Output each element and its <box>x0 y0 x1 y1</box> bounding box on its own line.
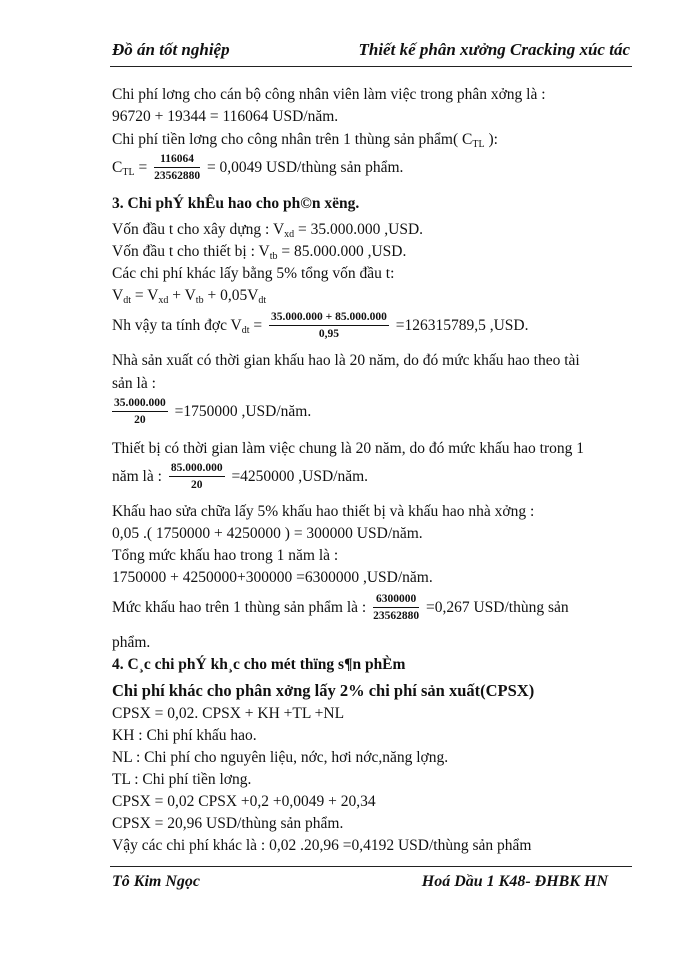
text-line: Tổng mức khấu hao trong 1 năm là : <box>112 547 339 564</box>
text-line: 1750000 + 4250000+300000 =6300000 ,USD/năm. <box>112 569 433 586</box>
section-heading: 3. Chi phÝ khÊu hao cho ph©n xëng. <box>112 195 360 212</box>
equation-line: Nh vậy ta tính đợc $V_{dt}$ = $\frac{35.000.000 + 85.000.000}{0,95}$ =126315789,5 ,USD. <box>112 311 529 341</box>
text-line: TL : Chi phí tiền lơng. <box>112 771 252 788</box>
fraction: $\frac{35.000.000 + 85.000.000}{0,95}$ <box>271 311 387 341</box>
fraction: $\frac{85.000.000}{20}$ <box>170 462 223 492</box>
equation-line: $C_{TL}$ = $\frac{116064}{23562880}$ = 0,0049 USD/thùng sản phẩm. <box>112 153 404 183</box>
equation-line: $V_{dt} = V_{xd} + V_{tb} + 0,05V_{dt}$ <box>112 287 267 306</box>
text-line: Vậy các chi phí khác là : 0,02 .20,96 =0,4192 USD/thùng sản phẩm <box>112 837 532 854</box>
footer-rule <box>110 866 632 867</box>
text-line: phẩm. <box>112 634 151 651</box>
fraction: $\frac{116064}{23562880}$ <box>154 153 201 183</box>
header-rule <box>110 66 632 67</box>
text-line: Nhà sản xuất có thời gian khấu hao là 20 năm, do đó mức khấu hao theo tài <box>112 352 580 369</box>
text-line: Vốn đầu t cho thiết bị : $V_{tb} = 85.000.000$ ,USD. <box>112 243 407 262</box>
equation-line: $\frac{35.000.000}{20}$ =1750000 ,USD/năm. <box>114 397 312 427</box>
header-right-title: Thiết kế phân xưởng Cracking xúc tác <box>358 40 630 59</box>
text-line: Chi phí lơng cho cán bộ công nhân viên làm việc trong phân xởng là : <box>112 86 546 103</box>
footer-class: Hoá Dầu 1 K48- ĐHBK HN <box>421 873 608 890</box>
subsection-heading: Chi phí khác cho phân xởng lấy 2% chi phí sản xuất(CPSX) <box>112 681 535 700</box>
text-line: KH : Chi phí khấu hao. <box>112 727 257 744</box>
text-line: CPSX = 20,96 USD/thùng sản phẩm. <box>112 815 344 832</box>
section-heading: 4. C¸c chi phÝ kh¸c cho mét thïng s¶n phÈm <box>112 656 406 673</box>
fraction: $\frac{6300000}{23562880}$ <box>373 593 420 623</box>
footer-author: Tô Kim Ngọc <box>112 873 200 890</box>
text-line: NL : Chi phí cho nguyên liệu, nớc, hơi nớc,năng lợng. <box>112 749 449 766</box>
equation-line: năm là : $\frac{85.000.000}{20}$ =4250000 ,USD/năm. <box>112 462 369 492</box>
fraction: $\frac{35.000.000}{20}$ <box>114 397 166 427</box>
text-line: 96720 + 19344 = 116064 USD/năm. <box>112 108 339 125</box>
text-line: 0,05 .( 1750000 + 4250000 ) = 300000 USD/năm. <box>112 525 423 542</box>
text-line: CPSX = 0,02 CPSX +0,2 +0,0049 + 20,34 <box>112 793 376 810</box>
text-line: sản là : <box>112 375 156 392</box>
equation-line: Mức khấu hao trên 1 thùng sản phẩm là : $\frac{6300000}{23562880}$ =0,267 USD/thùng sản <box>112 593 569 623</box>
text-line: Vốn đầu t cho xây dựng : $V_{xd} = 35.000.000$ ,USD. <box>112 221 424 240</box>
header-left-title: Đồ án tốt nghiệp <box>112 40 230 59</box>
text-line: Chi phí tiền lơng cho công nhân trên 1 thùng sản phẩm( $C_{TL}$ ): <box>112 131 498 150</box>
text-line: Các chi phí khác lấy bằng 5% tổng vốn đầu t: <box>112 265 395 282</box>
text-line: Thiết bị có thời gian làm việc chung là 20 năm, do đó mức khấu hao trong 1 <box>112 440 585 457</box>
text-line: Khấu hao sửa chữa lấy 5% khấu hao thiết bị và khấu hao nhà xởng : <box>112 503 535 520</box>
text-line: CPSX = 0,02. CPSX + KH +TL +NL <box>112 705 345 722</box>
